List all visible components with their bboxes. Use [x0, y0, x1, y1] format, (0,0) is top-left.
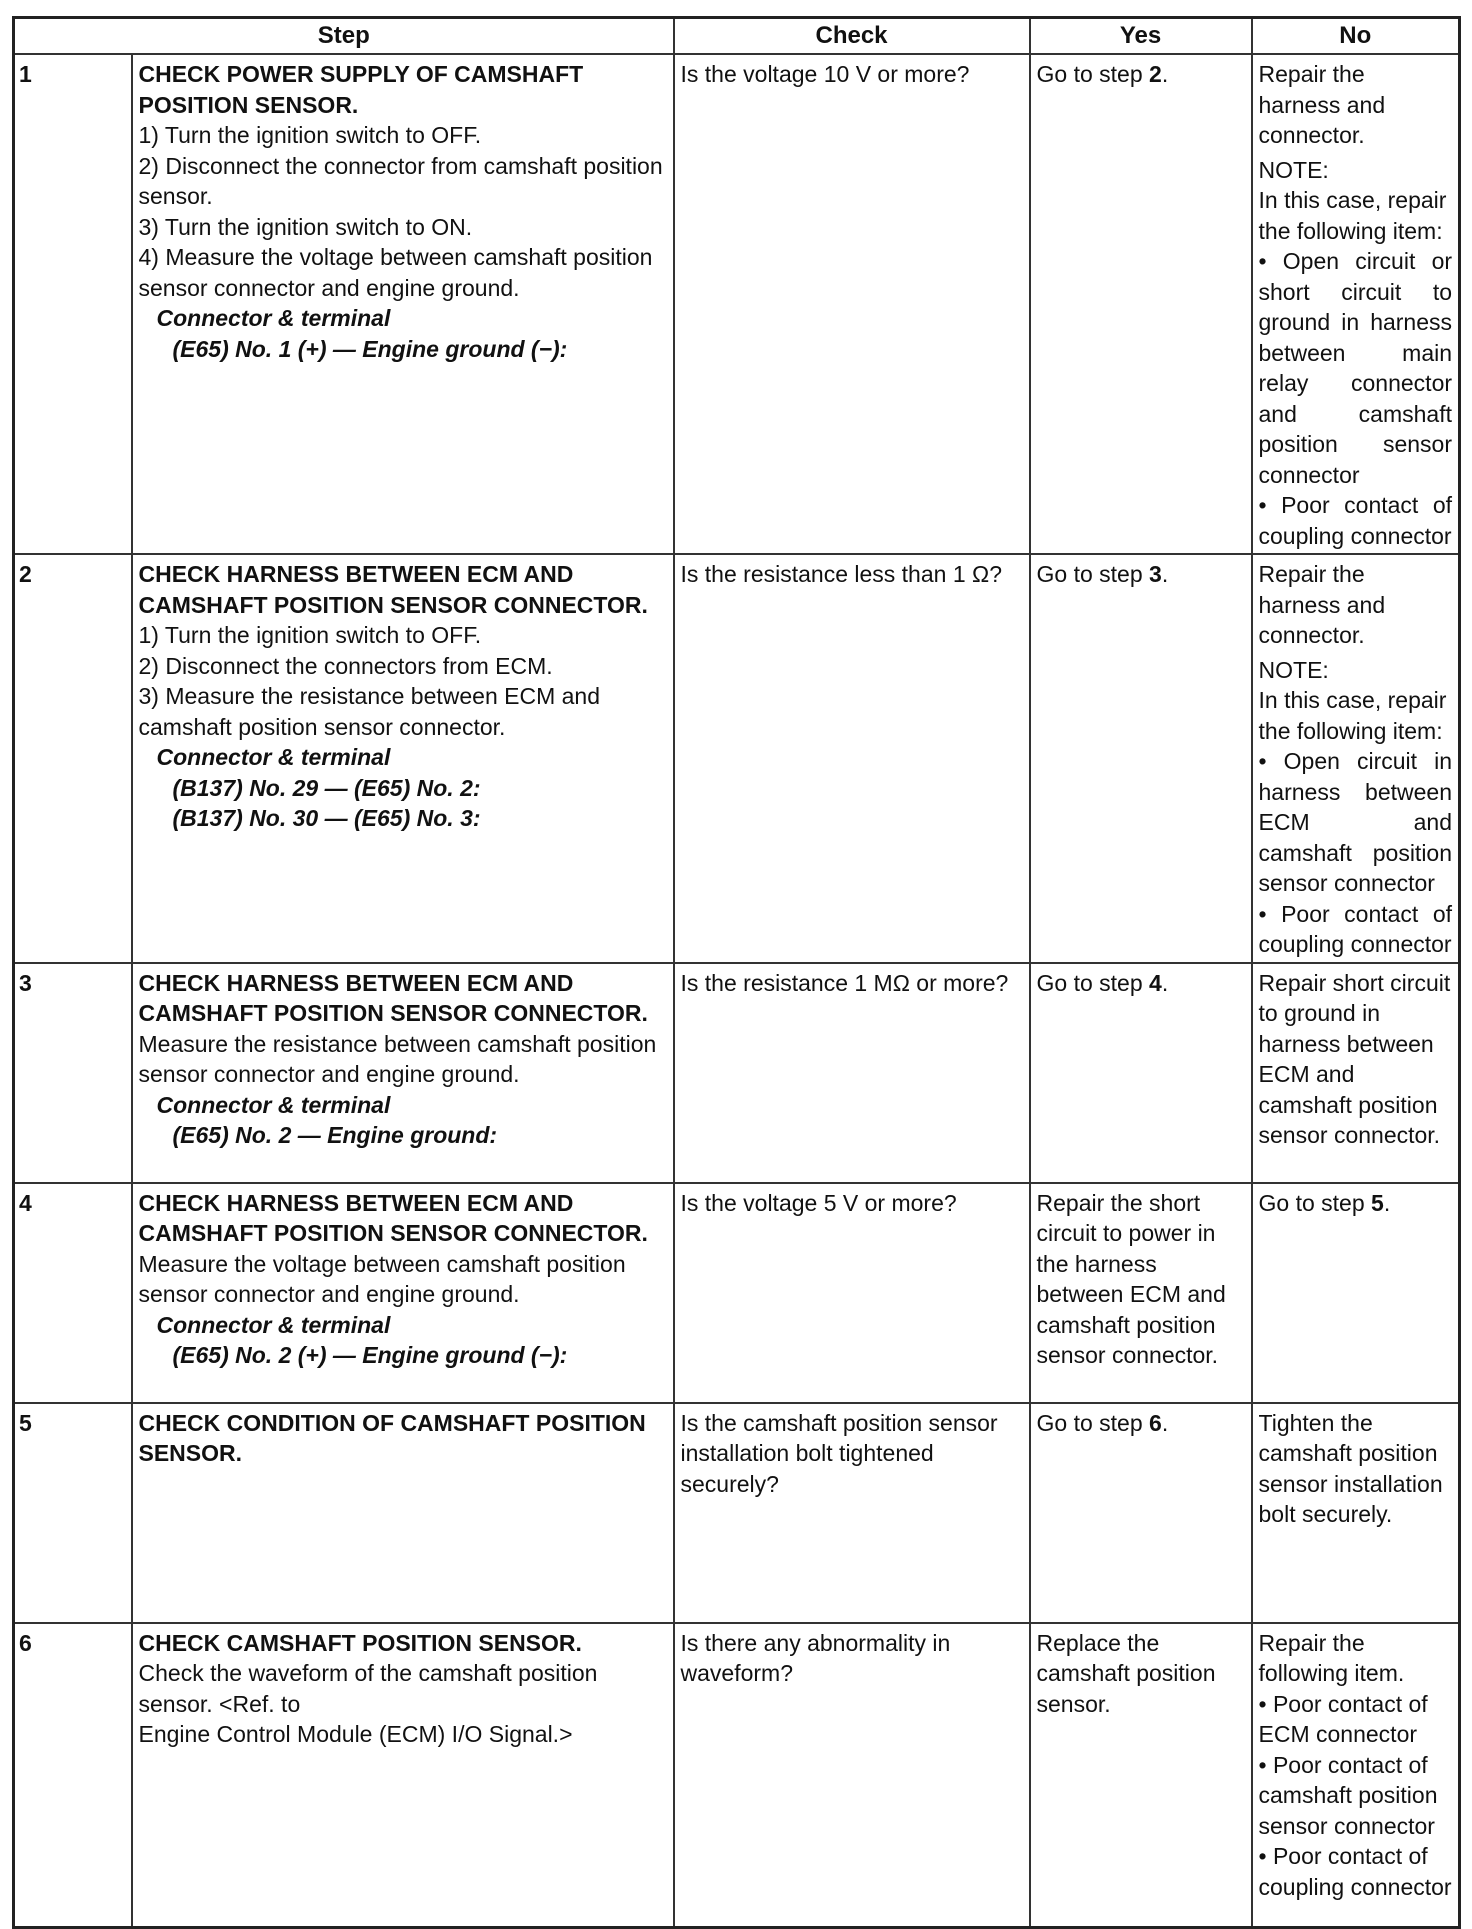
yes-prefix: Go to step: [1036, 969, 1150, 996]
step-cell: [132, 963, 674, 1183]
step-instruction: Measure the resistance between camshaft position sensor connector and engine ground.: [138, 1030, 657, 1087]
yes-step-ref: 6: [1149, 1409, 1162, 1436]
table-row: [14, 1623, 1460, 1928]
no-bullet: • Poor contact of coupling connector: [1258, 1843, 1452, 1900]
yes-cell: Repair the short circuit to power in the harness between ECM and camshaft position sensor connector.: [1030, 1183, 1252, 1403]
connector-label: Connector & terminal: [156, 1091, 391, 1118]
yes-suffix: .: [1161, 969, 1169, 996]
no-bullet: • Poor contact of ECM connector: [1258, 1690, 1428, 1747]
step-instruction: 1) Turn the ignition switch to OFF.: [138, 622, 482, 648]
note-bullet: • Open circuit in harness between ECM and camshaft position sensor connector: [1258, 748, 1453, 896]
no-suffix: .: [1383, 1189, 1391, 1216]
connector-label: Connector & terminal: [156, 305, 391, 331]
note-label: NOTE:: [1258, 656, 1329, 683]
step-number: 4: [14, 1183, 132, 1403]
no-bullet: • Poor contact of camshaft position sensor connector: [1258, 1751, 1438, 1839]
check-cell: Is the voltage 5 V or more?: [674, 1183, 1030, 1403]
connector-terminal: (E65) No. 2 — Engine ground:: [172, 1122, 498, 1148]
step-number: 2: [14, 554, 132, 963]
connector-terminal: (B137) No. 30 — (E65) No. 3:: [172, 805, 481, 831]
step-title: CHECK CONDITION OF CAMSHAFT POSITION SENSOR.: [138, 1409, 646, 1466]
step-instruction: Engine Control Module (ECM) I/O Signal.>: [138, 1721, 573, 1747]
step-title: CHECK POWER SUPPLY OF CAMSHAFT POSITION SENSOR.: [138, 61, 584, 118]
yes-suffix: .: [1161, 561, 1169, 587]
connector-terminal: (E65) No. 1 (+) — Engine ground (−):: [172, 335, 568, 362]
yes-cell: [1030, 1403, 1252, 1623]
header-yes: Yes: [1030, 18, 1252, 55]
step-instruction: Measure the voltage between camshaft position sensor connector and engine ground.: [138, 1250, 626, 1307]
no-action: Repair the following item.: [1258, 1629, 1405, 1686]
note-label: NOTE:: [1258, 156, 1329, 183]
yes-cell: [1030, 554, 1252, 963]
note-intro: In this case, repair the following item:: [1258, 187, 1447, 244]
check-cell: Is the camshaft position sensor installation bolt tightened securely?: [674, 1403, 1030, 1623]
check-cell: Is the voltage 10 V or more?: [674, 54, 1030, 554]
note-bullet: • Poor contact of coupling connector: [1258, 492, 1453, 549]
step-instruction: 2) Disconnect the connector from camshaft position sensor.: [138, 152, 663, 209]
table-row: [14, 54, 1460, 554]
note-bullet: • Open circuit or short circuit to ground in harness between main relay connector and camshaft position sensor connector: [1258, 248, 1453, 488]
step-title: CHECK HARNESS BETWEEN ECM AND CAMSHAFT POSITION SENSOR CONNECTOR.: [138, 969, 648, 1026]
header-step: Step: [14, 18, 674, 55]
yes-cell: [1030, 54, 1252, 554]
step-cell: [132, 1623, 674, 1928]
step-instruction: 2) Disconnect the connectors from ECM.: [138, 652, 553, 679]
step-title: CHECK HARNESS BETWEEN ECM AND CAMSHAFT POSITION SENSOR CONNECTOR.: [138, 561, 648, 618]
step-number: 5: [14, 1403, 132, 1623]
yes-cell: Replace the camshaft position sensor.: [1030, 1623, 1252, 1928]
check-cell: Is the resistance less than 1 Ω?: [674, 554, 1030, 963]
step-number: 1: [14, 54, 132, 554]
step-cell: [132, 1183, 674, 1403]
no-cell: [1252, 554, 1460, 963]
check-cell: Is the resistance 1 MΩ or more?: [674, 963, 1030, 1183]
no-cell: Repair short circuit to ground in harness between ECM and camshaft position sensor connector.: [1252, 963, 1460, 1183]
diagnostic-table-page: [12, 16, 1458, 1929]
step-instruction: 3) Turn the ignition switch to ON.: [138, 213, 473, 240]
no-cell: [1252, 54, 1460, 554]
connector-label: Connector & terminal: [156, 1311, 391, 1338]
connector-terminal: (E65) No. 2 (+) — Engine ground (−):: [172, 1342, 568, 1368]
no-step-ref: 5: [1371, 1189, 1384, 1216]
table-header-row: [14, 18, 1460, 55]
yes-prefix: Go to step: [1036, 61, 1150, 87]
step-instruction: Check the waveform of the camshaft position sensor. <Ref. to: [138, 1660, 598, 1717]
note-bullet: • Poor contact of coupling connector: [1258, 900, 1453, 957]
table-row: [14, 1403, 1460, 1623]
yes-suffix: .: [1161, 1409, 1169, 1436]
header-no: No: [1252, 18, 1460, 55]
no-prefix: Go to step: [1258, 1189, 1372, 1216]
step-number: 6: [14, 1623, 132, 1928]
yes-step-ref: 2: [1149, 61, 1162, 87]
table-row: [14, 963, 1460, 1183]
step-cell: [132, 554, 674, 963]
connector-label: Connector & terminal: [156, 744, 391, 770]
yes-prefix: Go to step: [1036, 561, 1150, 587]
step-number: 3: [14, 963, 132, 1183]
yes-step-ref: 3: [1149, 561, 1162, 587]
note-intro: In this case, repair the following item:: [1258, 687, 1447, 744]
step-title: CHECK HARNESS BETWEEN ECM AND CAMSHAFT POSITION SENSOR CONNECTOR.: [138, 1189, 648, 1246]
diagnostic-procedure-table: [12, 16, 1461, 1929]
no-action: Repair the harness and connector.: [1258, 61, 1386, 148]
no-cell: Tighten the camshaft position sensor installation bolt securely.: [1252, 1403, 1460, 1623]
table-row: [14, 1183, 1460, 1403]
step-title: CHECK CAMSHAFT POSITION SENSOR.: [138, 1629, 582, 1656]
no-cell: [1252, 1183, 1460, 1403]
step-cell: [132, 1403, 674, 1623]
yes-step-ref: 4: [1149, 969, 1162, 996]
step-instruction: 4) Measure the voltage between camshaft position sensor connector and engine ground.: [138, 244, 653, 301]
table-row: [14, 554, 1460, 963]
no-action: Repair the harness and connector.: [1258, 561, 1386, 648]
yes-prefix: Go to step: [1036, 1409, 1150, 1436]
check-cell: Is there any abnormality in waveform?: [674, 1623, 1030, 1928]
step-cell: [132, 54, 674, 554]
yes-suffix: .: [1161, 61, 1169, 87]
step-instruction: 3) Measure the resistance between ECM and camshaft position sensor connector.: [138, 683, 601, 740]
yes-cell: [1030, 963, 1252, 1183]
step-instruction: 1) Turn the ignition switch to OFF.: [138, 122, 482, 148]
header-check: Check: [674, 18, 1030, 55]
no-cell: [1252, 1623, 1460, 1928]
connector-terminal: (B137) No. 29 — (E65) No. 2:: [172, 774, 481, 801]
